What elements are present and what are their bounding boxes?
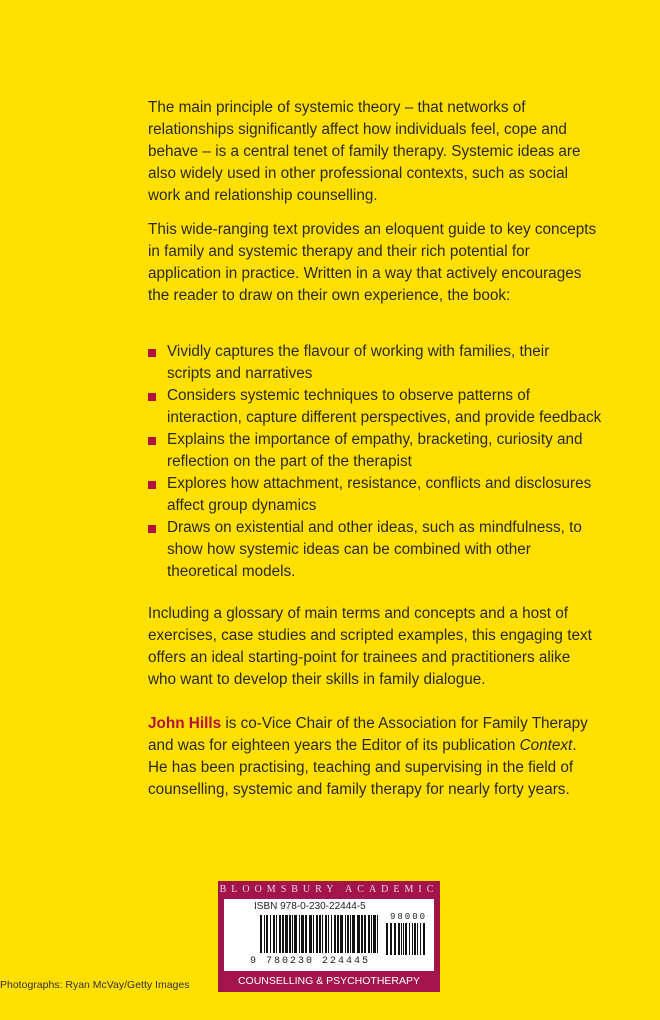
description-paragraph xyxy=(148,219,596,307)
text-line: also widely used in other professional contexts, such as social xyxy=(148,165,569,182)
barcode-bar xyxy=(309,915,312,953)
barcode-bar xyxy=(285,915,288,953)
barcode-bar xyxy=(357,915,360,953)
barcode-bar xyxy=(325,915,327,953)
publisher-name: BLOOMSBURY ACADEMIC xyxy=(219,884,439,895)
list-item xyxy=(148,341,601,385)
price-code: 98000 xyxy=(390,912,428,922)
text-line: Vividly captures the flavour of working with families, their xyxy=(167,343,550,360)
barcode-bar xyxy=(361,915,363,953)
text-line: Explains the importance of empathy, bracketing, curiosity and xyxy=(167,431,583,448)
barcode-bar xyxy=(420,923,421,955)
text-line: affect group dynamics xyxy=(167,497,317,514)
barcode-bar xyxy=(377,915,378,953)
text-line: theoretical models. xyxy=(167,563,296,580)
barcode-bar xyxy=(276,915,277,953)
barcode-bar xyxy=(313,915,314,953)
text-line: exercises, case studies and scripted examples, this engaging text xyxy=(148,627,592,644)
bullet-square-icon xyxy=(148,349,156,357)
intro-paragraph xyxy=(148,97,581,207)
barcode-bar xyxy=(423,923,425,955)
barcode-bar xyxy=(401,923,402,955)
text-line: who want to develop their skills in family dialogue. xyxy=(148,671,486,688)
barcode-bar xyxy=(347,915,349,953)
barcode-bar xyxy=(403,923,404,955)
text-line: the reader to draw on their own experience, the book: xyxy=(148,287,511,304)
text-line: show how systemic ideas can be combined with other xyxy=(167,541,531,558)
barcode-bar xyxy=(368,915,370,953)
barcode-bar xyxy=(292,915,293,953)
bullet-square-icon xyxy=(148,481,156,489)
list-item xyxy=(148,385,601,429)
barcode-bar xyxy=(352,915,355,953)
text-line: reflection on the part of the therapist xyxy=(167,453,412,470)
barcode-bar xyxy=(273,915,275,953)
author-bio-line-2: and was for eighteen years the Editor of its publication xyxy=(148,737,520,754)
barcode-bar xyxy=(398,923,400,955)
list-item xyxy=(148,473,601,517)
text-line: Draws on existential and other ideas, such as mindfulness, to xyxy=(167,519,582,536)
text-line: This wide-ranging text provides an eloquent guide to key concepts xyxy=(148,221,597,238)
barcode-bar xyxy=(337,915,339,953)
text-line: in family and systemic therapy and their rich potential for xyxy=(148,243,530,260)
barcode xyxy=(224,899,434,971)
publisher-block xyxy=(218,881,440,992)
barcode-bar xyxy=(371,915,372,953)
text-line: Considers systemic techniques to observe patterns of xyxy=(167,387,531,404)
author-bio-line-4: counselling, systemic and family therapy for nearly forty years. xyxy=(148,781,570,798)
barcode-bar xyxy=(414,923,416,955)
text-line: interaction, capture different perspectives, and provide feedback xyxy=(167,409,602,426)
text-line: The main principle of systemic theory – that networks of xyxy=(148,99,526,116)
bullet-square-icon xyxy=(148,525,156,533)
bullet-square-icon xyxy=(148,437,156,445)
text-line: scripts and narratives xyxy=(167,365,313,382)
barcode-bar xyxy=(301,915,304,953)
list-item xyxy=(148,429,601,473)
barcode-bar xyxy=(279,915,281,953)
barcode-bar xyxy=(294,915,297,953)
author-bio-line-3: He has been practising, teaching and supervising in the field of xyxy=(148,759,574,776)
barcode-bar xyxy=(328,915,329,953)
barcode-bar xyxy=(373,915,376,953)
barcode-bar xyxy=(405,923,407,955)
text-line: work and relationship counselling. xyxy=(148,187,378,204)
author-name: John Hills xyxy=(148,715,222,732)
barcode-bar xyxy=(264,915,265,953)
text-line: behave – is a central tenet of family therapy. Systemic ideas are xyxy=(148,143,581,160)
barcode-bar xyxy=(409,923,410,955)
isbn: ISBN 978-0-230-22444-5 xyxy=(254,901,366,912)
author-bio-line-1: is co-Vice Chair of the Association for Family Therapy xyxy=(221,715,588,732)
text-line: offers an ideal starting-point for trainees and practitioners alike xyxy=(148,649,571,666)
barcode-bar xyxy=(322,915,323,953)
barcode-bar xyxy=(345,915,346,953)
barcode-bar xyxy=(412,923,413,955)
barcode-bar xyxy=(331,915,332,953)
barcode-bar xyxy=(260,915,262,953)
feature-list xyxy=(148,341,601,583)
barcode-bar xyxy=(417,923,418,955)
summary-paragraph xyxy=(148,603,592,691)
list-item xyxy=(148,517,601,583)
text-line: Including a glossary of main terms and concepts and a host of xyxy=(148,605,569,622)
barcode-bar xyxy=(270,915,271,953)
barcode-bar xyxy=(340,915,343,953)
barcode-bar xyxy=(319,915,321,953)
barcode-bars xyxy=(260,912,430,955)
barcode-bar xyxy=(305,915,307,953)
barcode-bar xyxy=(364,915,366,953)
text-line: application in practice. Written in a way that actively encourages xyxy=(148,265,582,282)
barcode-bar xyxy=(282,915,284,953)
period: . xyxy=(572,737,577,754)
barcode-bar xyxy=(394,923,396,955)
barcode-bar xyxy=(266,915,268,953)
barcode-bar xyxy=(316,915,318,953)
publication-title: Context xyxy=(519,737,573,754)
author-bio xyxy=(148,713,588,801)
text-line: relationships significantly affect how individuals feel, cope and xyxy=(148,121,567,138)
barcode-bar xyxy=(334,915,336,953)
barcode-bar xyxy=(350,915,351,953)
series-name: COUNSELLING & PSYCHOTHERAPY xyxy=(237,975,421,987)
barcode-digits: 9 780230 224445 xyxy=(250,956,371,967)
barcode-bar xyxy=(390,923,392,955)
barcode-bar xyxy=(289,915,291,953)
bullet-square-icon xyxy=(148,393,156,401)
photo-credit: Photographs: Ryan McVay/Getty Images xyxy=(0,979,190,991)
barcode-bar xyxy=(386,923,388,955)
text-line: Explores how attachment, resistance, conflicts and disclosures xyxy=(167,475,592,492)
barcode-bar xyxy=(299,915,300,953)
